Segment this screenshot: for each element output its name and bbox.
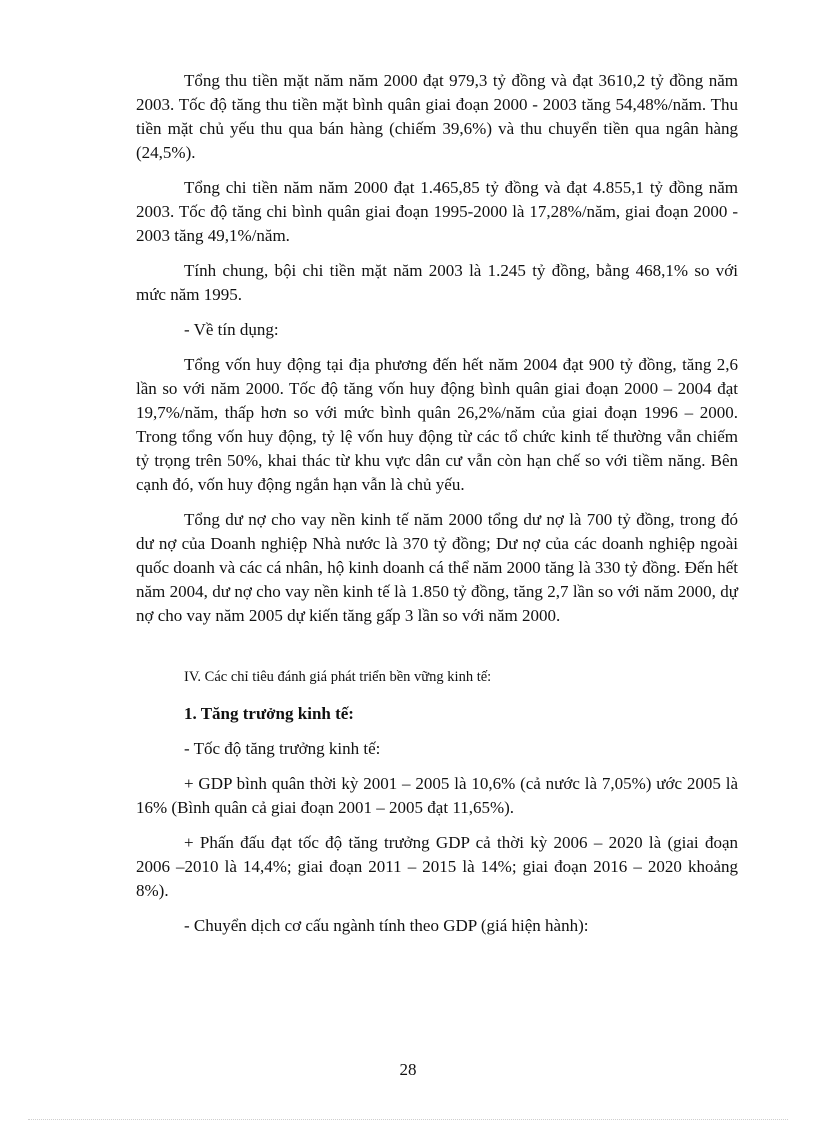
paragraph-outstanding-loans: Tổng dư nợ cho vay nền kinh tế năm 2000 tổng dư nợ là 700 tỷ đồng, trong đó dư nợ của Doanh nghiệp Nhà nước là 370 tỷ đồng; Dư nợ của các doanh nghiệp ngoài quốc doanh và các cá nhân, hộ kinh doanh cá thể năm 2000 tăng là 330 tỷ đồng. Đến hết năm 2004, dư nợ cho vay nền kinh tế là 1.850 tỷ đồng, tăng 2,7 lần so với năm 2000, dự nợ cho vay năm 2005 dự kiến tăng gấp 3 lần so với năm 2000. [136,510,738,625]
paragraph-mobilized-capital: Tổng vốn huy động tại địa phương đến hết năm 2004 đạt 900 tỷ đồng, tăng 2,6 lần so với năm 2000. Tốc độ tăng vốn huy động bình quân giai đoạn 2000 – 2004 đạt 19,7%/năm, thấp hơn so với mức bình quân 26,2%/năm của giai đoạn 1996 – 2000. Trong tổng vốn huy động, tỷ lệ vốn huy động từ các tổ chức kinh tế thường vẫn chiếm tỷ trọng trên 50%, khai thác từ khu vực dân cư vẫn còn hạn chế so với tiềm năng. Bên cạnh đó, vốn huy động ngắn hạn vẫn là chủ yếu. [136,355,738,494]
paragraph-cash-revenue: Tổng thu tiền mặt năm năm 2000 đạt 979,3 tỷ đồng và đạt 3610,2 tỷ đồng năm 2003. Tốc độ tăng thu tiền mặt bình quân giai đoạn 2000 - 2003 tăng 54,48%/năm. Thu tiền mặt chủ yếu thu qua bán hàng (chiếm 39,6%) và thu chuyển tiền qua ngân hàng (24,5%). [136,71,738,162]
paragraph-gdp-target: + Phấn đấu đạt tốc độ tăng trưởng GDP cả thời kỳ 2006 – 2020 là (giai đoạn 2006 –2010 là 14,4%; giai đoạn 2011 – 2015 là 14%; giai đoạn 2016 – 2020 khoảng 8%). [136,833,738,900]
page-number: 28 [399,1060,417,1079]
section-heading-iv: IV. Các chỉ tiêu đánh giá phát triển bền vững kinh tế: [184,669,492,685]
subheading-growth-rate: - Tốc độ tăng trưởng kinh tế: [184,739,381,758]
page-content [136,69,738,938]
paragraph-cash-expenditure: Tổng chi tiền năm năm 2000 đạt 1.465,85 tỷ đồng và đạt 4.855,1 tỷ đồng năm 2003. Tốc độ tăng chi bình quân giai đoạn 1995-2000 là 17,28%/năm, giai đoạn 2000 - 2003 tăng 49,1%/năm. [136,178,738,245]
subheading-sector-structure: - Chuyển dịch cơ cấu ngành tính theo GDP (giá hiện hành): [184,916,589,935]
subheading-credit: - Về tín dụng: [184,320,279,339]
paragraph-cash-deficit: Tính chung, bội chi tiền mặt năm 2003 là 1.245 tỷ đồng, bằng 468,1% so với mức năm 1995. [136,261,738,304]
section-heading-economic-growth: 1. Tăng trưởng kinh tế: [184,704,354,723]
page-bottom-rule [28,1119,788,1120]
paragraph-gdp-average: + GDP bình quân thời kỳ 2001 – 2005 là 10,6% (cả nước là 7,05%) ước 2005 là 16% (Bình quân cả giai đoạn 2001 – 2005 đạt 11,65%). [136,774,738,817]
